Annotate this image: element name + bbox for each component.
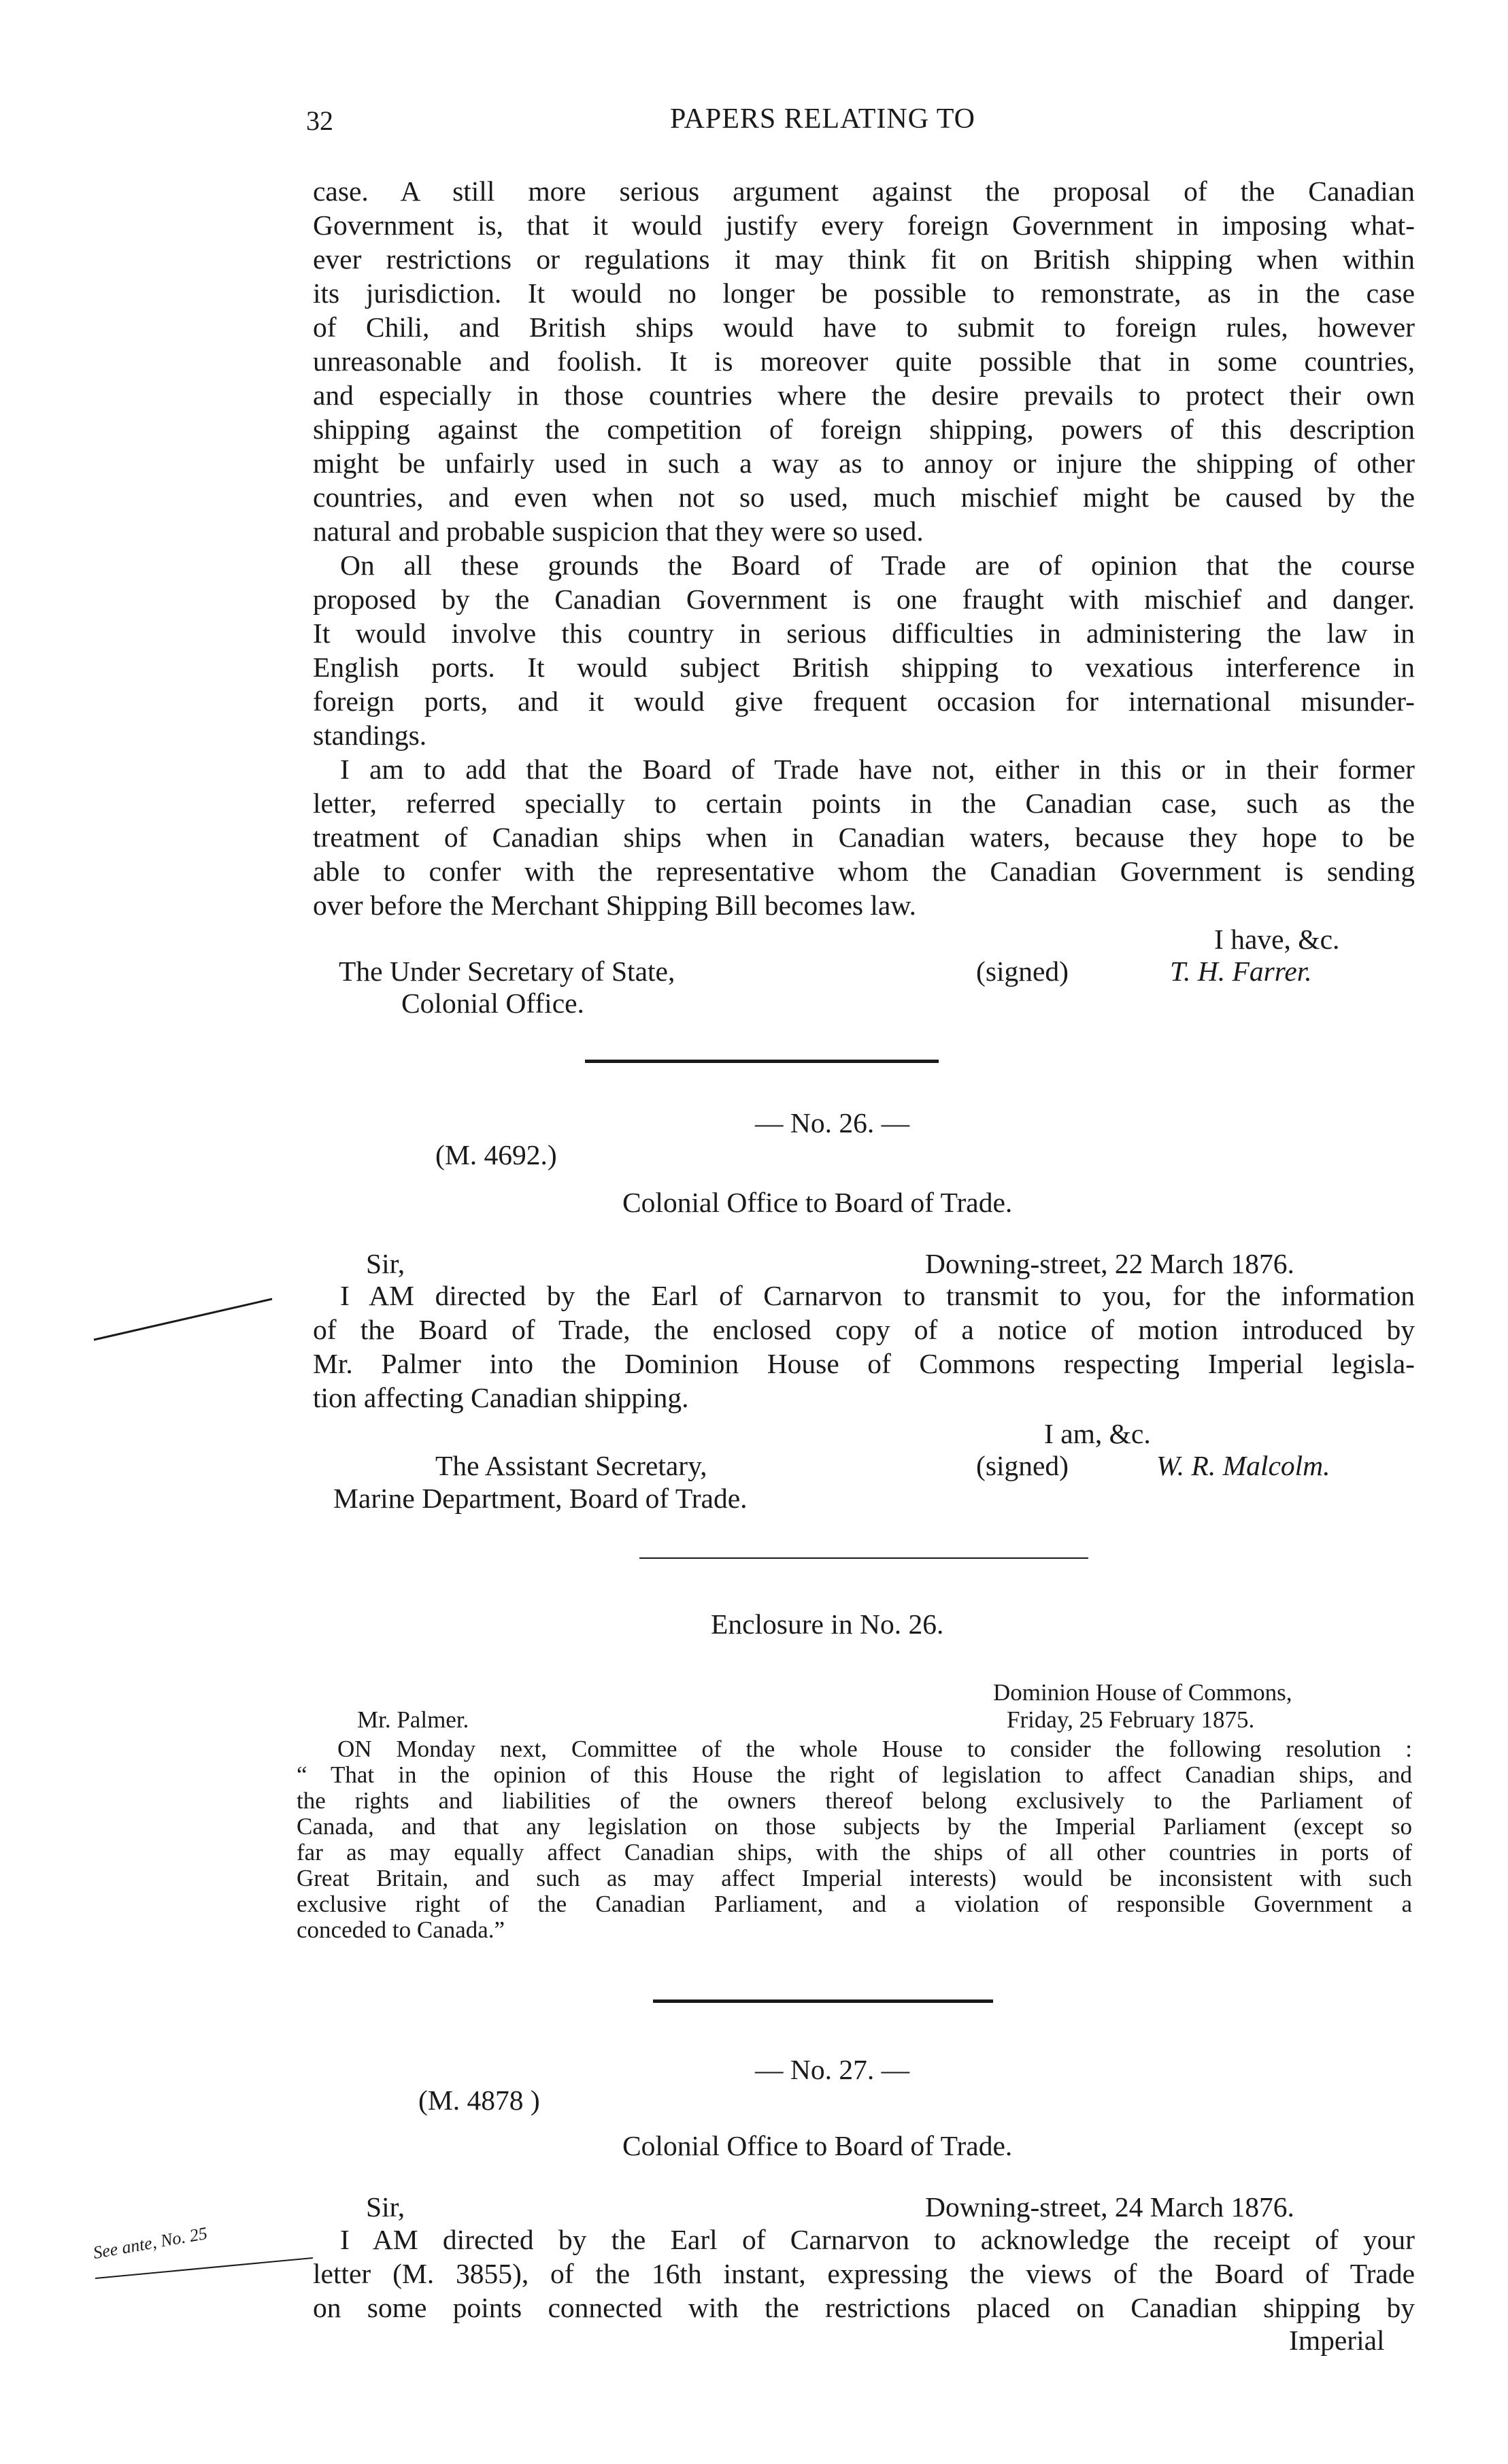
divider xyxy=(585,1060,939,1063)
text-line: exclusive right of the Canadian Parliament, and a violation of responsible Government a xyxy=(297,1891,1412,1917)
enclosure-heading: Enclosure in No. 26. xyxy=(711,1608,944,1640)
text-line: “ That in the opinion of this House the right of legislation to affect Canadian ships, and xyxy=(297,1761,1412,1788)
text-line: Canada, and that any legislation on those subjects by the Imperial Parliament (except so xyxy=(297,1813,1412,1840)
text-line: its jurisdiction. It would no longer be possible to remonstrate, as in the case xyxy=(313,277,1415,309)
text-line: ON Monday next, Committee of the whole House to consider the following resolution : xyxy=(337,1736,1412,1762)
text-line: English ports. It would subject British shipping to vexatious interference in xyxy=(313,652,1415,683)
letter-heading: Colonial Office to Board of Trade. xyxy=(622,1187,1013,1218)
text-line: able to confer with the representative whom the Canadian Government is sending xyxy=(313,856,1415,887)
running-title: PAPERS RELATING TO xyxy=(670,103,975,135)
text-line: foreign ports, and it would give frequent occasion for international misunder- xyxy=(313,686,1415,717)
enclosure-place: Dominion House of Commons, xyxy=(993,1679,1292,1706)
signature: W. R. Malcolm. xyxy=(1156,1450,1330,1481)
text-line: tion affecting Canadian shipping. xyxy=(313,1382,689,1413)
catchword: Imperial xyxy=(1289,2325,1385,2356)
text-line: the rights and liabilities of the owners thereof belong exclusively to the Parliament of xyxy=(297,1787,1412,1814)
reference: (M. 4692.) xyxy=(435,1139,557,1170)
text-line: ever restrictions or regulations it may think fit on British shipping when within xyxy=(313,243,1415,275)
signed-label: (signed) xyxy=(976,956,1069,987)
text-line: and especially in those countries where the desire prevails to protect their own xyxy=(313,379,1415,411)
signature: T. H. Farrer. xyxy=(1170,956,1312,987)
text-line: I AM directed by the Earl of Carnarvon to transmit to you, for the information xyxy=(340,1280,1415,1311)
margin-note: See ante, No. 25 xyxy=(91,2223,209,2263)
reference: (M. 4878 ) xyxy=(418,2085,540,2116)
text-line: proposed by the Canadian Government is one fraught with mischief and danger. xyxy=(313,584,1415,615)
salutation: Sir, xyxy=(366,1248,405,1279)
text-line: of the Board of Trade, the enclosed copy of a notice of motion introduced by xyxy=(313,1314,1415,1345)
text-line: conceded to Canada.” xyxy=(297,1917,505,1943)
text-line: on some points connected with the restrictions placed on Canadian shipping by xyxy=(313,2292,1415,2323)
text-line: letter, referred specially to certain points in the Canadian case, such as the xyxy=(313,788,1415,819)
closing: I have, &c. xyxy=(1214,924,1340,955)
enclosure-mover: Mr. Palmer. xyxy=(357,1706,469,1733)
page-number: 32 xyxy=(306,105,333,136)
letter-heading: Colonial Office to Board of Trade. xyxy=(622,2130,1013,2161)
addressee: The Assistant Secretary, xyxy=(435,1450,707,1481)
addressee-office: Colonial Office. xyxy=(401,988,584,1019)
text-line: letter (M. 3855), of the 16th instant, expressing the views of the Board of Trade xyxy=(313,2258,1415,2289)
document-number: — No. 26. — xyxy=(755,1107,910,1138)
document-number: — No. 27. — xyxy=(755,2054,910,2085)
text-line: treatment of Canadian ships when in Canadian waters, because they hope to be xyxy=(313,822,1415,853)
signed-label: (signed) xyxy=(976,1450,1069,1481)
text-line: I AM directed by the Earl of Carnarvon to acknowledge the receipt of your xyxy=(340,2224,1415,2255)
text-line: countries, and even when not so used, much mischief might be caused by the xyxy=(313,482,1415,513)
divider xyxy=(639,1557,1088,1559)
dateline: Downing-street, 24 March 1876. xyxy=(925,2191,1294,2223)
text-line: unreasonable and foolish. It is moreover quite possible that in some countries, xyxy=(313,345,1415,377)
closing: I am, &c. xyxy=(1044,1418,1151,1449)
margin-pointer-line xyxy=(88,1292,292,1347)
text-line: standings. xyxy=(313,720,427,751)
salutation: Sir, xyxy=(366,2191,405,2223)
text-line: Great Britain, and such as may affect Imperial interests) would be inconsistent with such xyxy=(297,1865,1412,1891)
text-line: far as may equally affect Canadian ships, with the ships of all other countries in ports of xyxy=(297,1839,1412,1866)
text-line: natural and probable suspicion that they were so used. xyxy=(313,516,924,547)
text-line: might be unfairly used in such a way as to annoy or injure the shipping of other xyxy=(313,448,1415,479)
text-line: of Chili, and British ships would have to submit to foreign rules, however xyxy=(313,311,1415,343)
text-line: over before the Merchant Shipping Bill becomes law. xyxy=(313,890,917,921)
addressee: The Under Secretary of State, xyxy=(339,956,675,987)
text-line: It would involve this country in serious difficulties in administering the law in xyxy=(313,618,1415,649)
text-line: case. A still more serious argument against the proposal of the Canadian xyxy=(313,175,1415,207)
divider xyxy=(653,1999,993,2003)
text-line: Mr. Palmer into the Dominion House of Commons respecting Imperial legisla- xyxy=(313,1348,1415,1379)
enclosure-date: Friday, 25 February 1875. xyxy=(1007,1706,1255,1733)
text-line: Government is, that it would justify every foreign Government in imposing what- xyxy=(313,209,1415,241)
margin-pointer-line xyxy=(88,2244,333,2285)
text-line: shipping against the competition of foreign shipping, powers of this description xyxy=(313,414,1415,445)
addressee-office: Marine Department, Board of Trade. xyxy=(333,1483,748,1514)
text-line: I am to add that the Board of Trade have not, either in this or in their former xyxy=(340,754,1415,785)
dateline: Downing-street, 22 March 1876. xyxy=(925,1248,1294,1279)
text-line: On all these grounds the Board of Trade are of opinion that the course xyxy=(340,550,1415,581)
